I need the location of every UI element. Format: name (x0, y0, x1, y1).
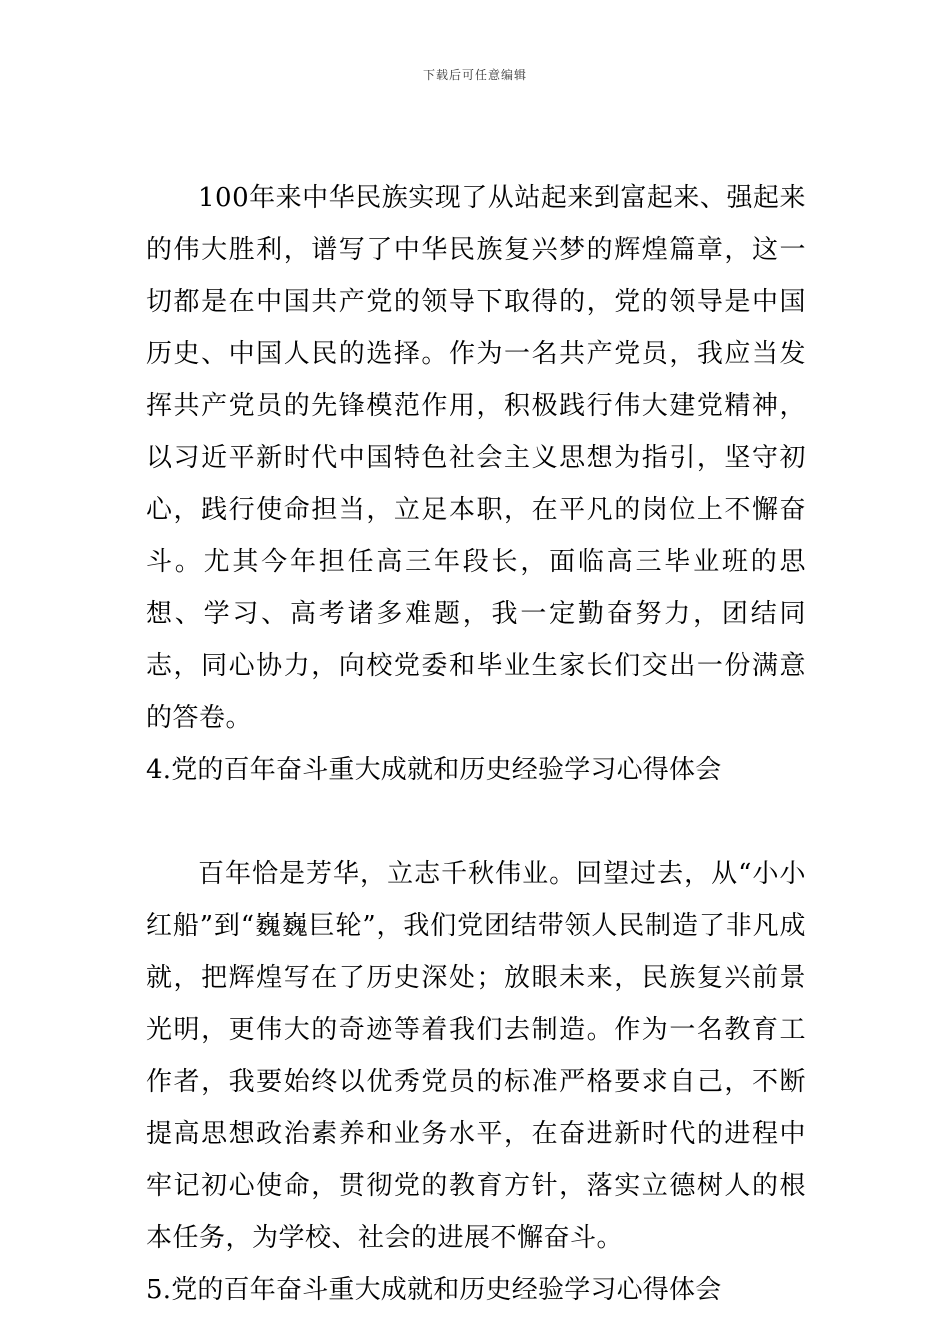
section-heading-5: 5.党的百年奋斗重大成就和历史经验学习心得体会 (146, 1275, 722, 1305)
paragraph-education: 百年恰是芳华，立志千秋伟业。回望过去，从“小小红船”到“巍巍巨轮”，我们党团结带领人民制造了非凡成就，把辉煌写在了历史深处；放眼未来，民族复兴前景光明，更伟大的奇迹等着我们去制造。作为一名教育工作者，我要始终以优秀党员的标准严格要求自己，不断提高思想政治素养和业务水平，在奋进新时代的进程中牢记初心使命，贯彻党的教育方针，落实立德树人的根本任务，为学校、社会的进展不懈奋斗。 (146, 859, 806, 1253)
section-heading-4: 4.党的百年奋斗重大成就和历史经验学习心得体会 (146, 755, 722, 785)
document-body (146, 172, 806, 1316)
blank-line (146, 796, 806, 848)
page-header-note: 下载后可任意编辑 (422, 68, 527, 82)
paragraph-achievements: 100年来中华民族实现了从站起来到富起来、强起来的伟大胜利，谱写了中华民族复兴梦的辉煌篇章，这一切都是在中国共产党的领导下取得的，党的领导是中国历史、中国人民的选择。作为一名共产党员，我应当发挥共产党员的先锋模范作用，积极践行伟大建党精神，以习近平新时代中国特色社会主义思想为指引，坚守初心，践行使命担当，立足本职，在平凡的岗位上不懈奋斗。尤其今年担任高三年段长，面临高三毕业班的思想、学习、高考诸多难题，我一定勤奋努力，团结同志，同心协力，向校党委和毕业生家长们交出一份满意的答卷。 (146, 183, 806, 733)
